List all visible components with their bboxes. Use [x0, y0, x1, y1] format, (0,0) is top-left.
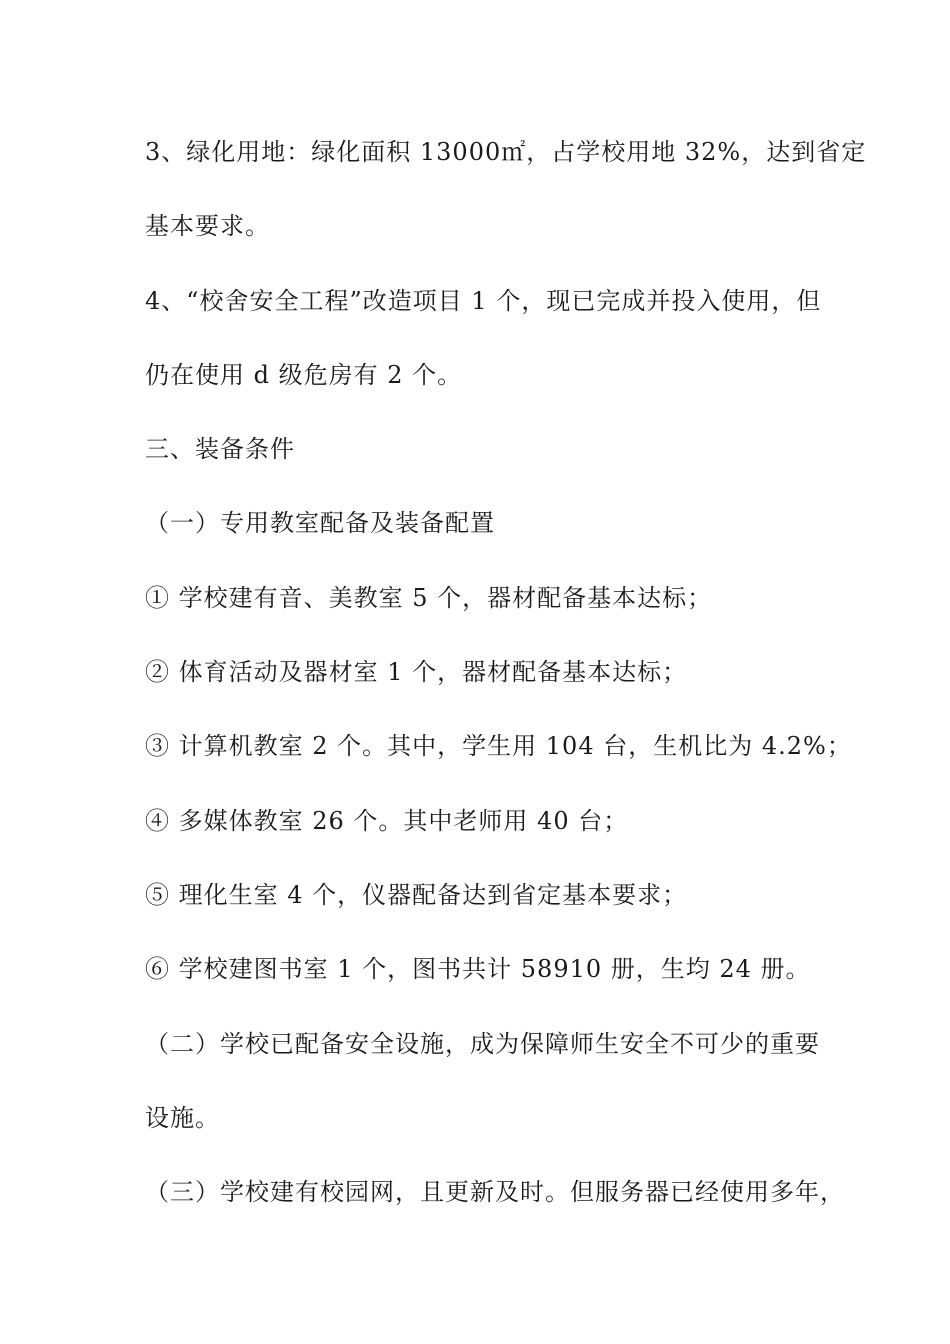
paragraph-greening-land: 3、绿化用地：绿化面积 13000㎡，占学校用地 32%，达到省定 — [145, 138, 867, 166]
list-item-sports: ② 体育活动及器材室 1 个，器材配备基本达标； — [145, 658, 688, 686]
subsection-heading-safety: （二）学校已配备安全设施，成为保障师生安全不可少的重要 — [145, 1030, 820, 1058]
list-item-music-art: ① 学校建有音、美教室 5 个，器材配备基本达标； — [145, 584, 713, 612]
paragraph-school-safety-cont: 仍在使用 d 级危房有 2 个。 — [145, 361, 463, 389]
list-item-computer-lab: ③ 计算机教室 2 个。其中，学生用 104 台，生机比为 4.2%； — [145, 732, 852, 760]
subsection-heading-safety-cont: 设施。 — [145, 1104, 220, 1132]
list-item-multimedia: ④ 多媒体教室 26 个。其中老师用 40 台； — [145, 807, 629, 835]
list-item-library: ⑥ 学校建图书室 1 个，图书共计 58910 册，生均 24 册。 — [145, 955, 811, 983]
subsection-heading-campus-network: （三）学校建有校园网，且更新及时。但服务器已经使用多年， — [145, 1178, 845, 1206]
list-item-science-lab: ⑤ 理化生室 4 个，仪器配备达到省定基本要求； — [145, 881, 688, 909]
subsection-heading-classrooms: （一）专用教室配备及装备配置 — [145, 509, 495, 537]
paragraph-greening-land-cont: 基本要求。 — [145, 212, 270, 240]
paragraph-school-safety-project: 4、“校舍安全工程”改造项目 1 个，现已完成并投入使用，但 — [145, 287, 822, 315]
section-heading-equipment: 三、装备条件 — [145, 435, 295, 463]
